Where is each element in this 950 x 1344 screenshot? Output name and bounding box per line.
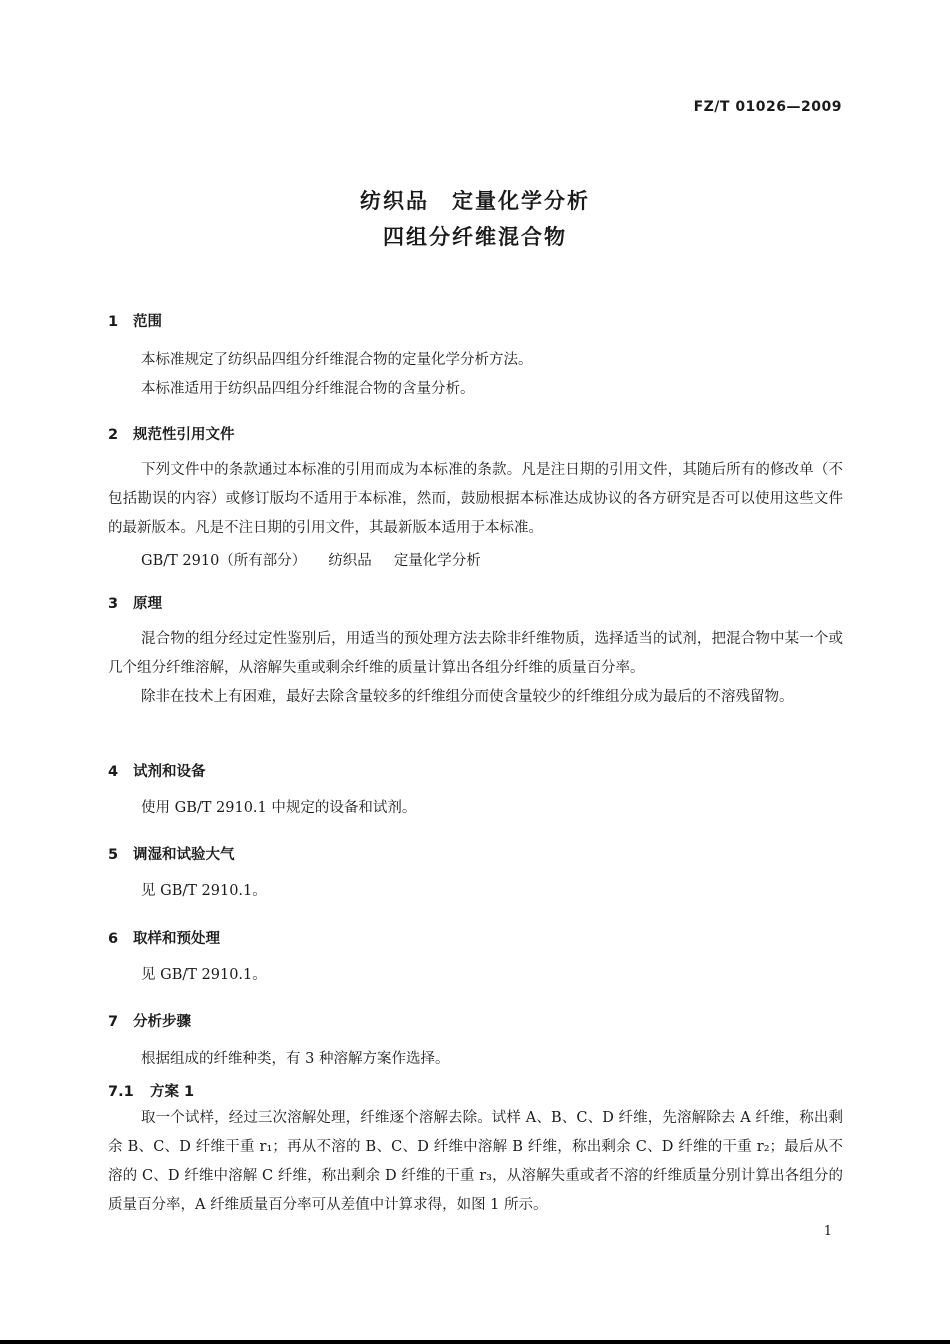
section-title: 范围 bbox=[133, 314, 162, 330]
reference-code: GB/T 2910（所有部分） bbox=[141, 553, 307, 569]
section-title: 调湿和试验大气 bbox=[133, 847, 235, 863]
section-title: 试剂和设备 bbox=[133, 764, 206, 780]
subsection-title: 方案 1 bbox=[150, 1084, 195, 1100]
reference-title-part-a: 纺织品 bbox=[328, 553, 372, 569]
section-1-paragraph-2: 本标准适用于纺织品四组分纤维混合物的含量分析。 bbox=[141, 381, 475, 397]
bottom-border bbox=[0, 1340, 950, 1344]
subsection-7-1-paragraph-1: 取一个试样，经过三次溶解处理，纤维逐个溶解去除。试样 A、B、C、D 纤维，先溶解除去 A 纤维，称出剩余 B、C、D 纤维干重 r₁；再从不溶的 B、C、D 纤维中溶解 B 纤维，称出剩余 C、D 纤维的干重 r₂；最后从不溶的 C、D 纤维中溶解 C 纤维，称出剩余 D 纤维的干重 r₃，从溶解失重或者不溶的纤维质量分别计算出各组分的质量百分率，A 纤维质量百分率可从差值中计算求得，如图 1 所示。 bbox=[108, 1110, 843, 1213]
reference-title-part-b: 定量化学分析 bbox=[393, 553, 481, 569]
section-7-paragraph-1: 根据组成的纤维种类，有 3 种溶解方案作选择。 bbox=[141, 1051, 450, 1067]
section-6-paragraph-1: 见 GB/T 2910.1。 bbox=[141, 967, 267, 983]
section-title: 规范性引用文件 bbox=[133, 427, 235, 443]
subsection-number: 7.1 bbox=[108, 1084, 134, 1100]
section-1-heading bbox=[108, 310, 162, 331]
section-number: 4 bbox=[108, 764, 119, 780]
section-number: 5 bbox=[108, 847, 119, 863]
section-number: 3 bbox=[108, 596, 119, 612]
section-3-paragraph-1: 混合物的组分经过定性鉴别后，用适当的预处理方法去除非纤维物质，选择适当的试剂，把混合物中某一个或几个组分纤维溶解，从溶解失重或剩余纤维的质量计算出各组分纤维的质量百分率。 bbox=[108, 631, 843, 676]
section-2-heading bbox=[108, 423, 235, 444]
section-number: 2 bbox=[108, 427, 119, 443]
page-number: 1 bbox=[823, 1224, 832, 1239]
section-2-paragraph-1: 下列文件中的条款通过本标准的引用而成为本标准的条款。凡是注日期的引用文件，其随后所有的修改单（不包括勘误的内容）或修订版均不适用于本标准，然而，鼓励根据本标准达成协议的各方研究是否可以使用这些文件的最新版本。凡是不注日期的引用文件，其最新版本适用于本标准。 bbox=[108, 462, 843, 536]
section-number: 1 bbox=[108, 314, 119, 330]
section-title: 分析步骤 bbox=[133, 1014, 191, 1030]
standard-code: FZ/T 01026—2009 bbox=[693, 99, 842, 115]
section-7-heading bbox=[108, 1010, 191, 1031]
normative-reference bbox=[141, 549, 481, 570]
section-5-paragraph-1: 见 GB/T 2910.1。 bbox=[141, 883, 267, 899]
section-6-heading bbox=[108, 927, 220, 948]
section-3-paragraph-2: 除非在技术上有困难，最好去除含量较多的纤维组分而使含量较少的纤维组分成为最后的不溶残留物。 bbox=[141, 689, 794, 705]
subsection-7-1-heading bbox=[108, 1080, 194, 1101]
section-title: 取样和预处理 bbox=[133, 931, 220, 947]
document-title-line1: 纺织品 定量化学分析 bbox=[360, 189, 590, 213]
section-5-heading bbox=[108, 843, 235, 864]
section-number: 7 bbox=[108, 1014, 119, 1030]
section-number: 6 bbox=[108, 931, 119, 947]
section-title: 原理 bbox=[133, 596, 162, 612]
document-title-line2: 四组分纤维混合物 bbox=[383, 225, 567, 249]
section-4-paragraph-1: 使用 GB/T 2910.1 中规定的设备和试剂。 bbox=[141, 800, 417, 816]
section-4-heading bbox=[108, 760, 206, 781]
section-3-heading bbox=[108, 592, 162, 613]
section-1-paragraph-1: 本标准规定了纺织品四组分纤维混合物的定量化学分析方法。 bbox=[141, 352, 533, 368]
